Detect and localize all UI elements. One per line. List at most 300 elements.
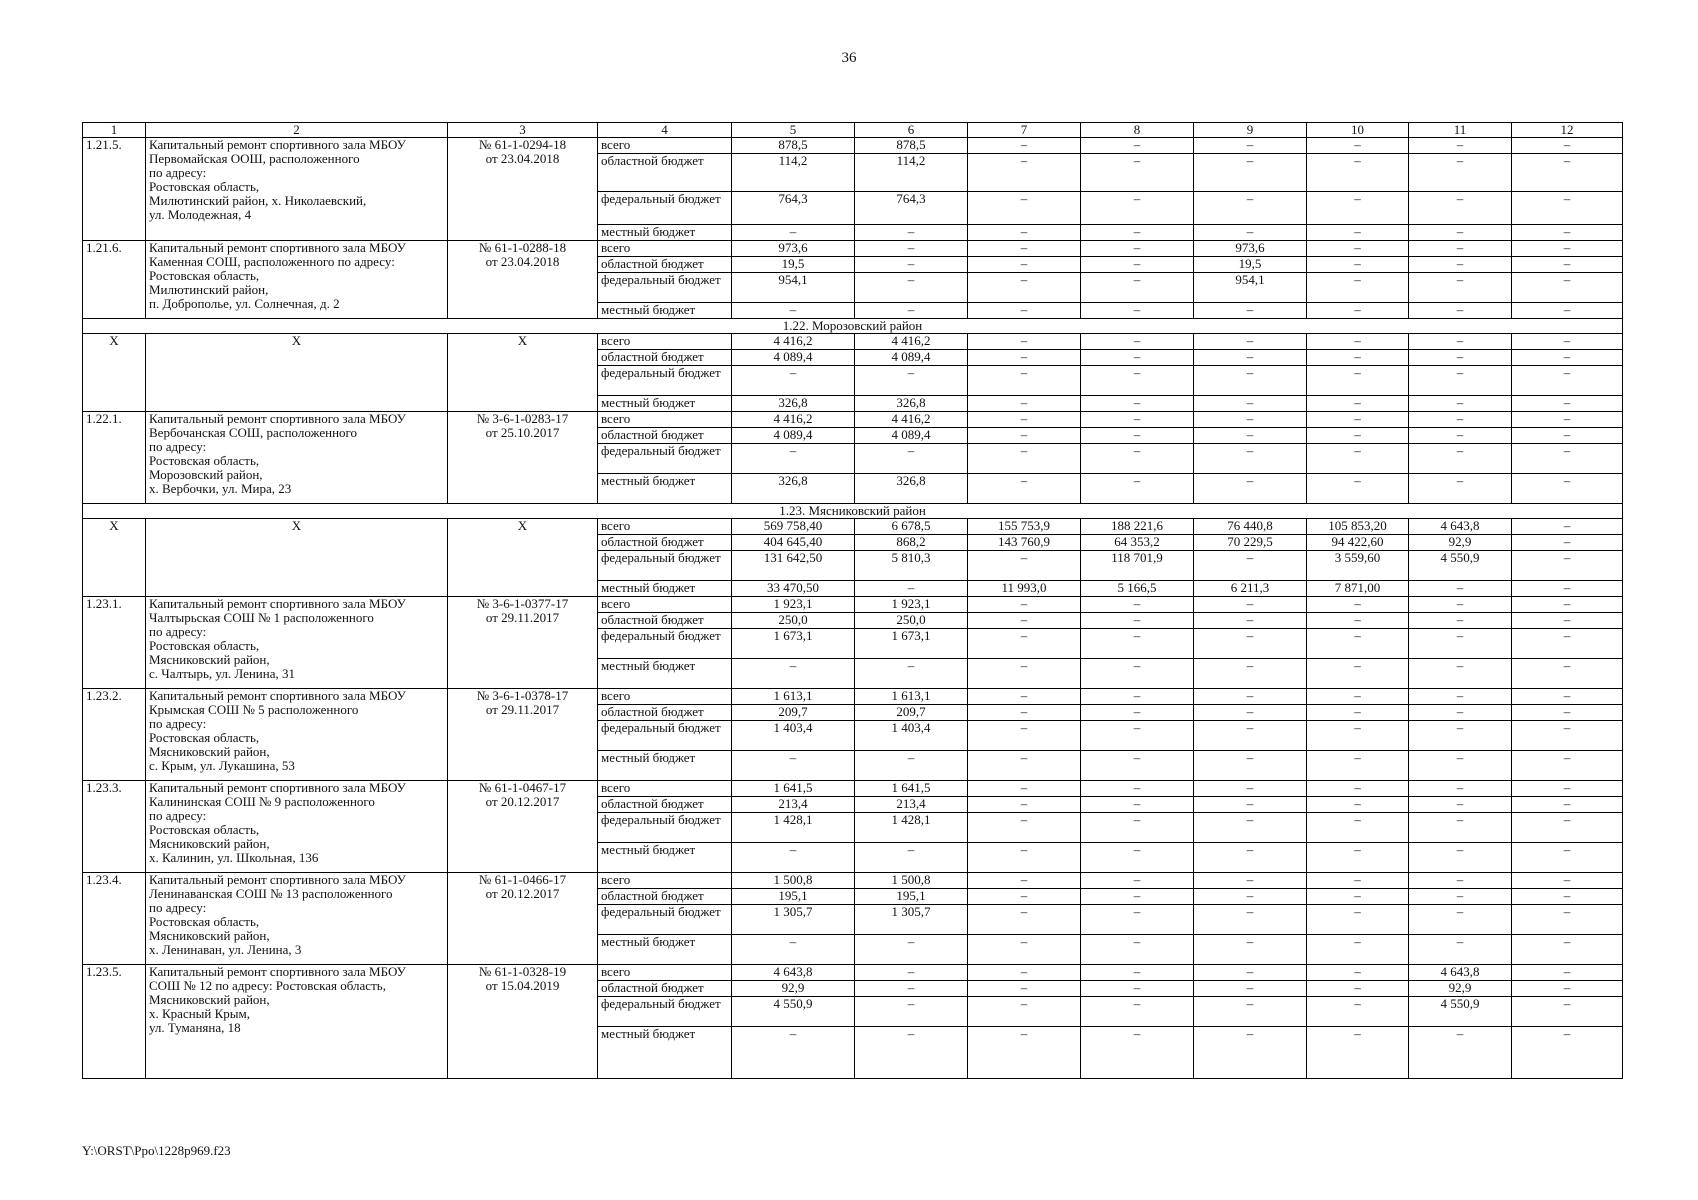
funding-source-cell: всего <box>598 412 732 428</box>
value-cell: – <box>1194 444 1307 474</box>
value-cell: – <box>1307 689 1409 705</box>
value-cell: 4 416,2 <box>855 334 968 350</box>
funding-source-cell: федеральный бюджет <box>598 192 732 225</box>
value-cell: – <box>1194 350 1307 366</box>
value-cell: – <box>1512 428 1623 444</box>
value-cell: 1 403,4 <box>855 721 968 751</box>
funding-source-cell: федеральный бюджет <box>598 905 732 935</box>
value-cell: – <box>968 366 1081 396</box>
value-cell: – <box>1081 257 1194 273</box>
value-cell: – <box>732 935 855 965</box>
value-cell: – <box>968 889 1081 905</box>
value-cell: – <box>1194 154 1307 192</box>
item-description-cell: Капитальный ремонт спортивного зала МБОУ Крымская СОШ № 5 расположенного по адресу: Ростовская область, Мясниковский район, с. Крым, ул. Лукашина, 53 <box>146 689 448 781</box>
value-cell: – <box>1512 981 1623 997</box>
value-cell: 1 500,8 <box>732 873 855 889</box>
item-number-cell: 1.23.2. <box>83 689 146 781</box>
value-cell: – <box>1081 981 1194 997</box>
table-row <box>83 412 1623 428</box>
value-cell: – <box>1409 428 1512 444</box>
value-cell: – <box>968 935 1081 965</box>
value-cell: – <box>1512 412 1623 428</box>
value-cell: – <box>968 428 1081 444</box>
value-cell: – <box>855 241 968 257</box>
value-cell: – <box>968 597 1081 613</box>
value-cell: – <box>1307 412 1409 428</box>
value-cell: 569 758,40 <box>732 519 855 535</box>
value-cell: – <box>1512 138 1623 154</box>
funding-source-cell: всего <box>598 689 732 705</box>
column-header: 2 <box>146 123 448 138</box>
column-header: 12 <box>1512 123 1623 138</box>
funding-source-cell: местный бюджет <box>598 396 732 412</box>
value-cell: – <box>1512 551 1623 581</box>
column-header: 9 <box>1194 123 1307 138</box>
value-cell: – <box>732 366 855 396</box>
value-cell: 7 871,00 <box>1307 581 1409 597</box>
value-cell: 195,1 <box>732 889 855 905</box>
value-cell: 131 642,50 <box>732 551 855 581</box>
value-cell: – <box>1194 428 1307 444</box>
value-cell: 4 550,9 <box>1409 551 1512 581</box>
funding-source-cell: областной бюджет <box>598 154 732 192</box>
value-cell: – <box>968 751 1081 781</box>
value-cell: – <box>732 225 855 241</box>
value-cell: – <box>968 350 1081 366</box>
value-cell: – <box>968 257 1081 273</box>
value-cell: – <box>1409 366 1512 396</box>
value-cell: – <box>1081 412 1194 428</box>
value-cell: – <box>1194 889 1307 905</box>
value-cell: – <box>1512 629 1623 659</box>
value-cell: – <box>968 613 1081 629</box>
value-cell: – <box>1081 350 1194 366</box>
value-cell: – <box>1512 813 1623 843</box>
funding-source-cell: областной бюджет <box>598 797 732 813</box>
value-cell: – <box>968 981 1081 997</box>
value-cell: – <box>732 751 855 781</box>
value-cell: 973,6 <box>1194 241 1307 257</box>
value-cell: – <box>1409 1027 1512 1079</box>
funding-source-cell: областной бюджет <box>598 981 732 997</box>
value-cell: – <box>855 257 968 273</box>
item-description-cell: Капитальный ремонт спортивного зала МБОУ Первомайская ООШ, расположенного по адресу: Ростовская область, Милютинский район, х. Николаевский, ул. Молодежная, 4 <box>146 138 448 241</box>
value-cell: – <box>1194 705 1307 721</box>
value-cell: – <box>1081 474 1194 504</box>
value-cell: 954,1 <box>1194 273 1307 303</box>
value-cell: – <box>1307 225 1409 241</box>
funding-source-cell: всего <box>598 334 732 350</box>
value-cell: – <box>968 813 1081 843</box>
value-cell: – <box>1307 889 1409 905</box>
value-cell: – <box>1409 659 1512 689</box>
value-cell: 105 853,20 <box>1307 519 1409 535</box>
value-cell: – <box>1081 366 1194 396</box>
value-cell: – <box>855 935 968 965</box>
value-cell: – <box>1409 797 1512 813</box>
value-cell: – <box>1307 303 1409 319</box>
document-reference-cell: № 61-1-0466-17 от 20.12.2017 <box>448 873 598 965</box>
value-cell: – <box>1081 444 1194 474</box>
table-row <box>83 873 1623 889</box>
value-cell: 404 645,40 <box>732 535 855 551</box>
value-cell: – <box>1081 813 1194 843</box>
value-cell: 5 166,5 <box>1081 581 1194 597</box>
value-cell: – <box>968 192 1081 225</box>
value-cell: 4 550,9 <box>1409 997 1512 1027</box>
column-header: 3 <box>448 123 598 138</box>
value-cell: – <box>1081 396 1194 412</box>
table-row <box>83 781 1623 797</box>
value-cell: – <box>1307 843 1409 873</box>
value-cell: – <box>855 965 968 981</box>
value-cell: 1 641,5 <box>732 781 855 797</box>
value-cell: – <box>855 751 968 781</box>
value-cell: 4 643,8 <box>1409 965 1512 981</box>
value-cell: – <box>1194 396 1307 412</box>
value-cell: – <box>1409 444 1512 474</box>
value-cell: – <box>968 721 1081 751</box>
value-cell: – <box>1307 935 1409 965</box>
table-row <box>83 597 1623 613</box>
funding-source-cell: всего <box>598 597 732 613</box>
item-description-cell: Х <box>146 519 448 597</box>
value-cell: – <box>1081 273 1194 303</box>
value-cell: 114,2 <box>855 154 968 192</box>
value-cell: – <box>1194 935 1307 965</box>
value-cell: 250,0 <box>732 613 855 629</box>
funding-source-cell: федеральный бюджет <box>598 721 732 751</box>
value-cell: – <box>968 629 1081 659</box>
document-reference-cell: № 61-1-0288-18 от 23.04.2018 <box>448 241 598 319</box>
funding-source-cell: федеральный бюджет <box>598 813 732 843</box>
item-description-cell: Капитальный ремонт спортивного зала МБОУ Вербочанская СОШ, расположенного по адресу: Ростовская область, Морозовский район, х. Вербочки, ул. Мира, 23 <box>146 412 448 504</box>
value-cell: – <box>1512 659 1623 689</box>
value-cell: 4 643,8 <box>1409 519 1512 535</box>
value-cell: – <box>968 705 1081 721</box>
value-cell: – <box>1512 474 1623 504</box>
value-cell: 764,3 <box>855 192 968 225</box>
value-cell: – <box>968 551 1081 581</box>
document-reference-cell: Х <box>448 519 598 597</box>
column-header: 4 <box>598 123 732 138</box>
value-cell: – <box>1409 350 1512 366</box>
value-cell: – <box>1409 241 1512 257</box>
value-cell: – <box>1194 843 1307 873</box>
value-cell: – <box>968 797 1081 813</box>
value-cell: 1 428,1 <box>855 813 968 843</box>
value-cell: 4 643,8 <box>732 965 855 981</box>
funding-source-cell: всего <box>598 781 732 797</box>
value-cell: – <box>1194 366 1307 396</box>
value-cell: – <box>1081 428 1194 444</box>
value-cell: – <box>1512 751 1623 781</box>
item-description-cell: Капитальный ремонт спортивного зала МБОУ Каменная СОШ, расположенного по адресу: Ростовская область, Милютинский район, п. Доброполье, ул. Солнечная, д. 2 <box>146 241 448 319</box>
value-cell: – <box>1081 303 1194 319</box>
funding-source-cell: областной бюджет <box>598 889 732 905</box>
table-row <box>83 519 1623 535</box>
value-cell: – <box>1409 873 1512 889</box>
value-cell: – <box>1307 474 1409 504</box>
value-cell: – <box>1081 843 1194 873</box>
document-reference-cell: № 3-6-1-0377-17 от 29.11.2017 <box>448 597 598 689</box>
value-cell: – <box>1194 1027 1307 1079</box>
funding-source-cell: федеральный бюджет <box>598 629 732 659</box>
document-reference-cell: № 61-1-0294-18 от 23.04.2018 <box>448 138 598 241</box>
value-cell: 1 613,1 <box>732 689 855 705</box>
value-cell: – <box>855 843 968 873</box>
value-cell: 973,6 <box>732 241 855 257</box>
item-number-cell: Х <box>83 519 146 597</box>
value-cell: – <box>855 659 968 689</box>
value-cell: – <box>1512 873 1623 889</box>
value-cell: – <box>732 444 855 474</box>
item-description-cell: Капитальный ремонт спортивного зала МБОУ Ленинаванская СОШ № 13 расположенного по адресу: Ростовская область, Мясниковский район, х. Ленинаван, ул. Ленина, 3 <box>146 873 448 965</box>
value-cell: – <box>1409 889 1512 905</box>
document-reference-cell: № 61-1-0328-19 от 15.04.2019 <box>448 965 598 1079</box>
value-cell: 114,2 <box>732 154 855 192</box>
value-cell: – <box>1194 225 1307 241</box>
value-cell: – <box>1512 225 1623 241</box>
table-row <box>83 965 1623 981</box>
value-cell: 326,8 <box>855 474 968 504</box>
value-cell: – <box>1512 905 1623 935</box>
value-cell: 326,8 <box>732 396 855 412</box>
value-cell: – <box>855 581 968 597</box>
value-cell: 94 422,60 <box>1307 535 1409 551</box>
funding-source-cell: областной бюджет <box>598 428 732 444</box>
column-header: 6 <box>855 123 968 138</box>
item-description-cell: Капитальный ремонт спортивного зала МБОУ СОШ № 12 по адресу: Ростовская область, Мясниковский район, х. Красный Крым, ул. Туманяна, 18 <box>146 965 448 1079</box>
value-cell: 878,5 <box>855 138 968 154</box>
value-cell: – <box>1409 225 1512 241</box>
value-cell: – <box>1409 597 1512 613</box>
value-cell: – <box>1081 889 1194 905</box>
value-cell: – <box>1409 273 1512 303</box>
funding-source-cell: федеральный бюджет <box>598 366 732 396</box>
value-cell: – <box>968 689 1081 705</box>
value-cell: – <box>1512 889 1623 905</box>
value-cell: – <box>1409 721 1512 751</box>
funding-source-cell: областной бюджет <box>598 257 732 273</box>
value-cell: 878,5 <box>732 138 855 154</box>
value-cell: – <box>1194 981 1307 997</box>
value-cell: 1 923,1 <box>855 597 968 613</box>
value-cell: – <box>1307 396 1409 412</box>
value-cell: – <box>1512 273 1623 303</box>
funding-source-cell: областной бюджет <box>598 350 732 366</box>
value-cell: – <box>1081 241 1194 257</box>
value-cell: – <box>1081 721 1194 751</box>
value-cell: – <box>1307 428 1409 444</box>
value-cell: 118 701,9 <box>1081 551 1194 581</box>
value-cell: – <box>1409 905 1512 935</box>
value-cell: – <box>1512 350 1623 366</box>
column-number-row <box>83 123 1623 138</box>
column-header: 10 <box>1307 123 1409 138</box>
value-cell: – <box>1307 273 1409 303</box>
column-header: 8 <box>1081 123 1194 138</box>
section-title: 1.23. Мясниковский район <box>83 504 1623 519</box>
value-cell: – <box>1081 873 1194 889</box>
value-cell: – <box>1307 629 1409 659</box>
item-number-cell: 1.23.1. <box>83 597 146 689</box>
value-cell: – <box>1409 705 1512 721</box>
value-cell: – <box>968 781 1081 797</box>
item-description-cell: Х <box>146 334 448 412</box>
value-cell: 92,9 <box>732 981 855 997</box>
value-cell: – <box>1194 192 1307 225</box>
value-cell: 4 089,4 <box>855 350 968 366</box>
value-cell: – <box>1512 396 1623 412</box>
value-cell: – <box>1194 334 1307 350</box>
item-description-cell: Капитальный ремонт спортивного зала МБОУ Калининская СОШ № 9 расположенного по адресу: Ростовская область, Мясниковский район, х. Калинин, ул. Школьная, 136 <box>146 781 448 873</box>
value-cell: – <box>1194 303 1307 319</box>
value-cell: – <box>1409 396 1512 412</box>
value-cell: – <box>1307 597 1409 613</box>
value-cell: – <box>1409 192 1512 225</box>
item-number-cell: Х <box>83 334 146 412</box>
value-cell: 250,0 <box>855 613 968 629</box>
value-cell: 326,8 <box>855 396 968 412</box>
value-cell: – <box>1512 519 1623 535</box>
value-cell: – <box>1307 659 1409 689</box>
value-cell: – <box>1307 981 1409 997</box>
value-cell: – <box>1512 535 1623 551</box>
value-cell: – <box>732 303 855 319</box>
section-header-row <box>83 319 1623 334</box>
value-cell: 92,9 <box>1409 535 1512 551</box>
value-cell: – <box>1512 965 1623 981</box>
value-cell: 70 229,5 <box>1194 535 1307 551</box>
value-cell: 213,4 <box>855 797 968 813</box>
value-cell: – <box>1194 905 1307 935</box>
value-cell: – <box>1307 1027 1409 1079</box>
value-cell: 4 416,2 <box>732 412 855 428</box>
value-cell: 1 428,1 <box>732 813 855 843</box>
funding-source-cell: федеральный бюджет <box>598 444 732 474</box>
value-cell: 4 550,9 <box>732 997 855 1027</box>
value-cell: – <box>968 396 1081 412</box>
value-cell: – <box>968 412 1081 428</box>
value-cell: 19,5 <box>1194 257 1307 273</box>
value-cell: – <box>968 444 1081 474</box>
table-row <box>83 334 1623 350</box>
value-cell: – <box>1307 781 1409 797</box>
value-cell: – <box>968 303 1081 319</box>
value-cell: – <box>1081 154 1194 192</box>
value-cell: – <box>1512 366 1623 396</box>
value-cell: – <box>1081 781 1194 797</box>
value-cell: 209,7 <box>855 705 968 721</box>
value-cell: 4 416,2 <box>732 334 855 350</box>
value-cell: – <box>1307 192 1409 225</box>
value-cell: – <box>732 843 855 873</box>
funding-source-cell: всего <box>598 138 732 154</box>
value-cell: – <box>1307 334 1409 350</box>
value-cell: 868,2 <box>855 535 968 551</box>
value-cell: – <box>1512 154 1623 192</box>
value-cell: 1 305,7 <box>855 905 968 935</box>
value-cell: – <box>1512 192 1623 225</box>
table-row <box>83 138 1623 154</box>
value-cell: – <box>1194 751 1307 781</box>
value-cell: – <box>1081 629 1194 659</box>
value-cell: – <box>1512 597 1623 613</box>
funding-source-cell: местный бюджет <box>598 659 732 689</box>
funding-source-cell: федеральный бюджет <box>598 997 732 1027</box>
value-cell: – <box>1307 751 1409 781</box>
funding-source-cell: областной бюджет <box>598 613 732 629</box>
value-cell: – <box>1409 813 1512 843</box>
value-cell: – <box>855 273 968 303</box>
funding-source-cell: местный бюджет <box>598 751 732 781</box>
funding-source-cell: местный бюджет <box>598 303 732 319</box>
value-cell: – <box>968 965 1081 981</box>
value-cell: – <box>1194 597 1307 613</box>
value-cell: – <box>1081 705 1194 721</box>
value-cell: – <box>968 997 1081 1027</box>
value-cell: – <box>855 997 968 1027</box>
value-cell: – <box>968 659 1081 689</box>
value-cell: – <box>1307 873 1409 889</box>
value-cell: – <box>1194 797 1307 813</box>
value-cell: – <box>1512 1027 1623 1079</box>
value-cell: – <box>968 1027 1081 1079</box>
value-cell: 4 089,4 <box>732 350 855 366</box>
value-cell: – <box>1512 721 1623 751</box>
value-cell: 1 305,7 <box>732 905 855 935</box>
value-cell: – <box>1409 154 1512 192</box>
value-cell: – <box>1307 705 1409 721</box>
item-number-cell: 1.22.1. <box>83 412 146 504</box>
value-cell: 4 089,4 <box>732 428 855 444</box>
value-cell: – <box>1081 689 1194 705</box>
value-cell: – <box>1409 751 1512 781</box>
funding-source-cell: местный бюджет <box>598 225 732 241</box>
value-cell: – <box>1409 334 1512 350</box>
value-cell: – <box>968 154 1081 192</box>
value-cell: 1 500,8 <box>855 873 968 889</box>
value-cell: – <box>1409 629 1512 659</box>
value-cell: – <box>1512 241 1623 257</box>
value-cell: 764,3 <box>732 192 855 225</box>
value-cell: – <box>1081 334 1194 350</box>
document-reference-cell: № 3-6-1-0283-17 от 25.10.2017 <box>448 412 598 504</box>
value-cell: – <box>1512 257 1623 273</box>
value-cell: 1 641,5 <box>855 781 968 797</box>
value-cell: 213,4 <box>732 797 855 813</box>
value-cell: – <box>1512 997 1623 1027</box>
value-cell: – <box>855 1027 968 1079</box>
funding-source-cell: всего <box>598 873 732 889</box>
value-cell: – <box>968 334 1081 350</box>
column-header: 1 <box>83 123 146 138</box>
value-cell: – <box>1081 192 1194 225</box>
funding-source-cell: всего <box>598 965 732 981</box>
value-cell: – <box>1307 965 1409 981</box>
value-cell: – <box>1409 474 1512 504</box>
value-cell: 33 470,50 <box>732 581 855 597</box>
value-cell: – <box>1409 613 1512 629</box>
value-cell: – <box>1307 905 1409 935</box>
value-cell: – <box>1307 366 1409 396</box>
value-cell: – <box>1409 412 1512 428</box>
column-header: 7 <box>968 123 1081 138</box>
table-row <box>83 241 1623 257</box>
value-cell: 143 760,9 <box>968 535 1081 551</box>
value-cell: – <box>1409 581 1512 597</box>
